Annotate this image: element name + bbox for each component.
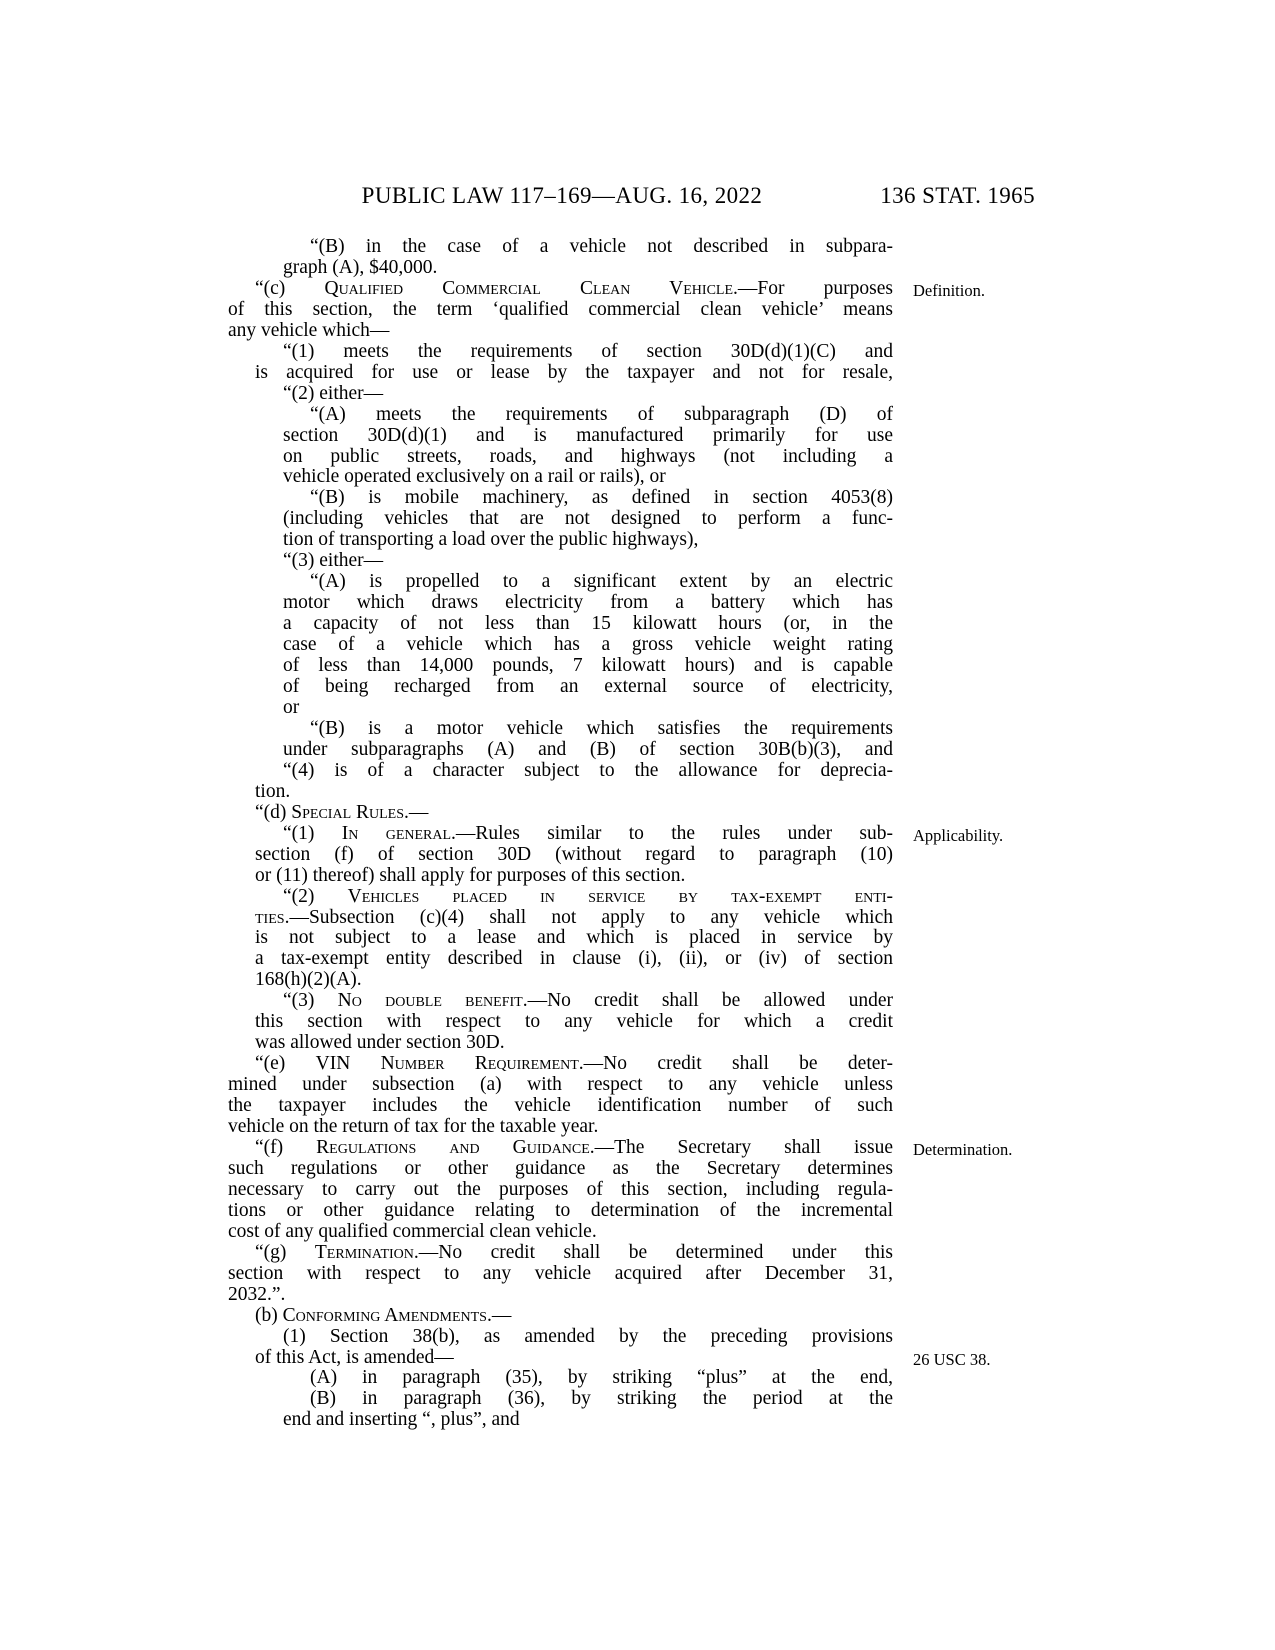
statute-line xyxy=(228,1346,991,1369)
statute-text: “(B) is mobile machinery, as defined in section 4053(8) xyxy=(310,487,893,509)
statute-text: cost of any qualified commercial clean vehicle. xyxy=(228,1220,597,1242)
statute-text: .—No credit shall be allowed under xyxy=(522,990,893,1012)
statute-text: of this section, the term ‘qualified commercial clean vehicle’ means xyxy=(228,298,893,320)
statute-text: or xyxy=(283,696,300,718)
statute-line xyxy=(228,991,893,1012)
statute-text: .—No credit shall be deter- xyxy=(578,1053,893,1075)
statute-text: section 30D(d)(1) and is manufactured primarily for use xyxy=(283,424,893,446)
statute-line xyxy=(228,1410,893,1431)
statute-line xyxy=(228,1368,893,1389)
statute-text: end and inserting “, plus”, and xyxy=(283,1409,520,1431)
statute-text: vehicle on the return of tax for the taxable year. xyxy=(228,1116,599,1138)
statute-line xyxy=(228,1075,893,1096)
statute-line xyxy=(228,342,893,363)
statute-line xyxy=(228,761,893,782)
statute-line xyxy=(228,1222,893,1243)
statute-text: “(3) xyxy=(283,990,338,1012)
statute-line xyxy=(228,277,985,300)
statute-text: “(B) in the case of a vehicle not described in subpara- xyxy=(310,236,893,257)
statute-text: (b) xyxy=(255,1304,283,1326)
statute-line xyxy=(228,258,893,279)
running-head-stat-page: 136 STAT. 1965 xyxy=(880,183,1035,208)
statute-text: .— xyxy=(486,1304,512,1326)
statute-line xyxy=(228,1327,893,1348)
statute-text: (B) in paragraph (36), by striking the period at the xyxy=(310,1388,893,1410)
statute-text: under subparagraphs (A) and (B) of section 30B(b)(3), and xyxy=(283,738,893,760)
statute-text: case of a vehicle which has a gross vehicle weight rating xyxy=(283,634,893,656)
statute-line xyxy=(228,1012,893,1033)
statute-line xyxy=(228,1117,893,1138)
statute-line xyxy=(228,740,893,761)
statute-line xyxy=(228,803,893,824)
statute-line xyxy=(228,1264,893,1285)
statute-text: vehicle operated exclusively on a rail or rails), or xyxy=(283,466,666,488)
statute-line xyxy=(228,845,893,866)
small-caps-text: VIN Number Requirement xyxy=(315,1053,579,1075)
statute-text-block xyxy=(228,236,1013,1431)
small-caps-text: No double benefit xyxy=(337,990,523,1012)
statute-text: .— xyxy=(404,801,429,823)
statute-line xyxy=(228,405,893,426)
statute-text: .—Rules similar to the rules under sub- xyxy=(451,822,893,844)
statute-line xyxy=(228,593,893,614)
statute-text: “(B) is a motor vehicle which satisfies the requirements xyxy=(310,717,893,739)
statute-line xyxy=(228,1306,893,1327)
statute-text: “(3) either— xyxy=(283,550,384,572)
small-caps-text: In general xyxy=(341,822,452,844)
statute-text: “(f) xyxy=(255,1136,317,1158)
statute-text: of less than 14,000 pounds, 7 kilowatt hours) and is capable xyxy=(283,655,893,677)
statute-text: (A) in paragraph (35), by striking “plus” at the end, xyxy=(310,1367,893,1389)
statute-line xyxy=(228,635,893,656)
statute-line xyxy=(228,1285,893,1306)
page-header xyxy=(228,183,1035,211)
statute-line xyxy=(228,551,893,572)
statute-line xyxy=(228,928,893,949)
margin-note: Applicability. xyxy=(913,825,1004,845)
statute-text: .—Subsection (c)(4) shall not apply to any vehicle which xyxy=(284,906,893,928)
statute-text: “(d) xyxy=(255,801,292,823)
margin-note: Determination. xyxy=(913,1139,1013,1159)
statute-text: “(g) xyxy=(255,1241,315,1263)
small-caps-text: Regulations and Guidance xyxy=(316,1136,590,1158)
statute-text: .—For purposes xyxy=(733,277,893,299)
statute-line xyxy=(228,970,893,991)
statute-line xyxy=(228,509,893,530)
statute-line xyxy=(228,321,893,342)
statute-line xyxy=(228,1243,893,1264)
small-caps-text: Vehicles placed in service by tax-exempt enti- xyxy=(347,885,893,907)
small-caps-text: Termination xyxy=(314,1241,414,1263)
statute-line xyxy=(228,1033,893,1054)
statute-text: 2032.”. xyxy=(228,1283,286,1305)
statute-text: such regulations or other guidance as the Secretary determines xyxy=(228,1157,893,1179)
statute-line xyxy=(228,467,893,488)
statute-text: “(1) xyxy=(283,822,342,844)
statute-text: graph (A), $40,000. xyxy=(283,256,438,278)
statute-text: or (11) thereof) shall apply for purposes of this section. xyxy=(255,864,686,886)
statute-text: any vehicle which— xyxy=(228,319,390,341)
statute-line xyxy=(228,530,893,551)
statute-line xyxy=(228,447,893,468)
statute-text: “(4) is of a character subject to the allowance for deprecia- xyxy=(283,759,893,781)
statute-text: “(A) is propelled to a significant extent by an electric xyxy=(310,571,893,593)
statute-line xyxy=(228,782,893,803)
statute-text: the taxpayer includes the vehicle identification number of such xyxy=(228,1095,893,1117)
statute-line xyxy=(228,1096,893,1117)
statute-text: .—The Secretary shall issue xyxy=(589,1136,893,1158)
statute-line xyxy=(228,949,893,970)
statute-line xyxy=(228,698,893,719)
small-caps-text: Conforming Amendments xyxy=(282,1304,487,1326)
statute-text: of being recharged from an external source of electricity, xyxy=(283,676,893,698)
statute-text: this section with respect to any vehicle for which a credit xyxy=(255,1011,893,1033)
statute-line xyxy=(228,1136,1013,1159)
statute-line xyxy=(228,384,893,405)
statute-line xyxy=(228,1201,893,1222)
statute-line xyxy=(228,488,893,509)
statute-text: 168(h)(2)(A). xyxy=(255,969,362,991)
statute-text: “(2) either— xyxy=(283,382,384,404)
statute-text: “(A) meets the requirements of subparagraph (D) of xyxy=(310,403,893,425)
statute-text: a tax-exempt entity described in clause (i), (ii), or (iv) of section xyxy=(255,948,893,970)
statute-text: was allowed under section 30D. xyxy=(255,1032,505,1054)
statute-line xyxy=(228,1180,893,1201)
running-head-law-title: PUBLIC LAW 117–169—AUG. 16, 2022 xyxy=(361,183,763,208)
statute-text: on public streets, roads, and highways (not including a xyxy=(283,445,893,467)
statute-line xyxy=(228,614,893,635)
statute-line xyxy=(228,656,893,677)
statute-line xyxy=(228,822,1004,845)
statute-text: of this Act, is amended— xyxy=(255,1346,454,1368)
margin-note: 26 USC 38. xyxy=(913,1349,991,1369)
statute-text: mined under subsection (a) with respect to any vehicle unless xyxy=(228,1074,893,1096)
statute-text: “(2) xyxy=(283,885,348,907)
statute-text: tion. xyxy=(255,780,291,802)
statute-text: section (f) of section 30D (without regard to paragraph (10) xyxy=(255,843,893,865)
statute-text: .—No credit shall be determined under this xyxy=(413,1241,893,1263)
statute-text: tions or other guidance relating to determination of the incremental xyxy=(228,1199,893,1221)
statute-line xyxy=(228,866,893,887)
statute-line xyxy=(228,572,893,593)
statute-line xyxy=(228,908,893,929)
statute-text: “(c) xyxy=(255,277,325,299)
statute-text: is not subject to a lease and which is placed in service by xyxy=(255,927,893,949)
statute-text: motor which draws electricity from a battery which has xyxy=(283,592,893,614)
statute-line xyxy=(228,677,893,698)
statute-line xyxy=(228,1159,893,1180)
statute-line xyxy=(228,1389,893,1410)
statute-text: a capacity of not less than 15 kilowatt hours (or, in the xyxy=(283,613,893,635)
statute-text: “(e) xyxy=(255,1053,316,1075)
statute-line xyxy=(228,887,893,908)
statute-text: tion of transporting a load over the public highways), xyxy=(283,529,699,551)
statute-line xyxy=(228,426,893,447)
statute-line xyxy=(228,237,893,258)
small-caps-text: Special Rules xyxy=(291,801,405,823)
statute-line xyxy=(228,300,893,321)
small-caps-text: Qualified Commercial Clean Vehicle xyxy=(324,277,734,299)
statute-line xyxy=(228,719,893,740)
statute-line xyxy=(228,1054,893,1075)
small-caps-text: ties xyxy=(255,906,285,928)
statute-text: necessary to carry out the purposes of this section, including regula- xyxy=(228,1178,893,1200)
statute-text: section with respect to any vehicle acquired after December 31, xyxy=(228,1262,893,1284)
statute-text: is acquired for use or lease by the taxpayer and not for resale, xyxy=(255,361,893,383)
statute-line xyxy=(228,363,893,384)
statute-text: (1) Section 38(b), as amended by the preceding provisions xyxy=(283,1325,893,1347)
statute-text: “(1) meets the requirements of section 30D(d)(1)(C) and xyxy=(283,340,893,362)
margin-note: Definition. xyxy=(913,280,985,300)
statute-text: (including vehicles that are not designed to perform a func- xyxy=(283,508,893,530)
